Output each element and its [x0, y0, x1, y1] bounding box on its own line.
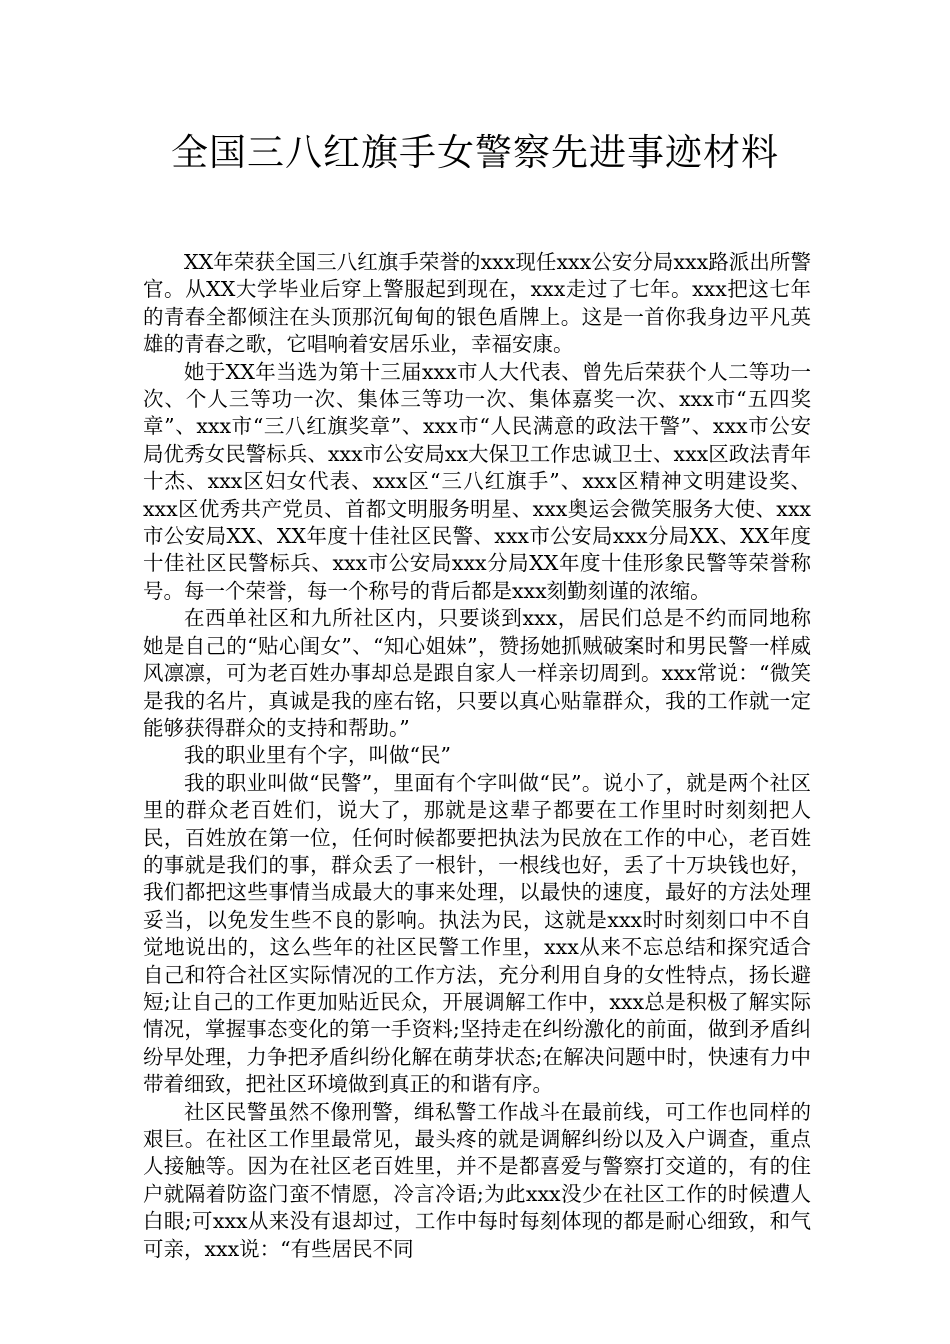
- paragraph: 她于XX年当选为第十三届xxx市人大代表、曾先后荣获个人二等功一次、个人三等功一次、集体三等功一次、集体嘉奖一次、xxx市“五四奖章”、xxx市“三八红旗奖章”、xxx市“人民满意的政法干警”、xxx市公安局优秀女民警标兵、xxx市公安局xx大保卫工作忠诚卫士、xxx区政法青年十杰、xxx区妇女代表、xxx区“三八红旗手”、xxx区精神文明建设奖、xxx区优秀共产党员、首都文明服务明星、xxx奥运会微笑服务大使、xxx市公安局XX、XX年度十佳社区民警、xxx市公安局xxx分局XX、XX年度十佳社区民警标兵、xxx市公安局xxx分局XX年度十佳形象民警等荣誉称号。每一个荣誉，每一个称号的背后都是xxx刻勤刻谨的浓缩。: [143, 359, 811, 603]
- document-body: [143, 249, 811, 1263]
- document-title: 全国三八红旗手女警察先进事迹材料: [171, 131, 779, 174]
- paragraph: 在西单社区和九所社区内，只要谈到xxx，居民们总是不约而同地称她是自己的“贴心闺女”、“知心姐妹”，赞扬她抓贼破案时和男民警一样威风凛凛，可为老百姓办事却总是跟自家人一样亲切周到。xxx常说：“微笑是我的名片，真诚是我的座右铭，只要以真心贴靠群众，我的工作就一定能够获得群众的支持和帮助。”: [143, 606, 811, 740]
- paragraph: XX年荣获全国三八红旗手荣誉的xxx现任xxx公安分局xxx路派出所警官。从XX大学毕业后穿上警服起到现在，xxx走过了七年。xxx把这七年的青春全都倾注在头顶那沉甸甸的银色盾牌上。这是一首你我身边平凡英雄的青春之歌，它唱响着安居乐业，幸福安康。: [143, 250, 811, 357]
- paragraph: 社区民警虽然不像刑警，缉私警工作战斗在最前线，可工作也同样的艰巨。在社区工作里最常见，最头疼的就是调解纠纷以及入户调查，重点人接触等。因为在社区老百姓里，并不是都喜爱与警察打交道的，有的住户就隔着防盗门蛮不情愿，冷言冷语;为此xxx没少在社区工作的时候遭人白眼;可xxx从来没有退却过，工作中每时每刻体现的都是耐心细致，和气可亲，xxx说：“有些居民不同: [143, 1099, 811, 1261]
- section-heading: 我的职业里有个字，叫做“民”: [184, 743, 451, 768]
- paragraph: 我的职业叫做“民警”，里面有个字叫做“民”。说小了，就是两个社区里的群众老百姓们，说大了，那就是这辈子都要在工作里时时刻刻把人民，百姓放在第一位，任何时候都要把执法为民放在工作的中心，老百姓的事就是我们的事，群众丢了一根针，一根线也好，丢了十万块钱也好，我们都把这些事情当成最大的事来处理，以最快的速度，最好的方法处理妥当，以免发生些不良的影响。执法为民，这就是xxx时时刻刻口中不自觉地说出的，这么些年的社区民警工作里，xxx从来不忘总结和探究适合自己和符合社区实际情况的工作方法，充分利用自身的女性特点，扬长避短;让自己的工作更加贴近民众，开展调解工作中，xxx总是积极了解实际情况，掌握事态变化的第一手资料;坚持走在纠纷激化的前面，做到矛盾纠纷早处理，力争把矛盾纠纷化解在萌芽状态;在解决问题中时，快速有力中带着细致，把社区环境做到真正的和谐有序。: [143, 770, 811, 1097]
